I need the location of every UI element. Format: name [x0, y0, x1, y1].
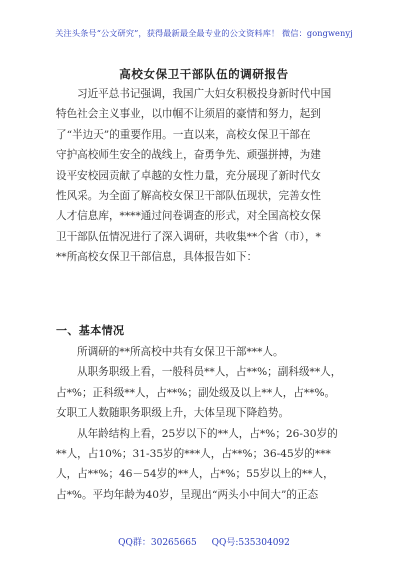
paragraph-line: **所高校女保卫干部信息，具体报告如下：: [56, 251, 258, 264]
paragraph-line: 人，占**%；46－54岁的**人，占*%；55岁以上的**人，: [56, 468, 334, 481]
paragraph-line: 女职工人数随职务职级上升，大体呈现下降趋势。: [56, 407, 290, 420]
paragraph-line: 占*%。平均年龄为40岁，呈现出“两头小中间大”的正态: [56, 488, 319, 501]
section-heading: 一、基本情况: [56, 324, 125, 337]
footer-qq-number: QQ号:535304092: [211, 538, 290, 548]
paragraph-line: 人才信息库，****通过问卷调查的形式，对全国高校女保: [56, 210, 321, 223]
paragraph-line: 卫干部队伍情况进行了深入调研，共收集**个省（市），*: [56, 230, 321, 243]
document-title: 高校女保卫干部队伍的调研报告: [119, 67, 289, 81]
paragraph-line: 占*%；正科级**人，占**%；副处级及以上**人，占**%。: [56, 386, 336, 399]
paragraph-line: 从年龄结构上看，25岁以下的**人，占*%；26-30岁的: [77, 427, 338, 440]
paragraph-line: 了“半边天”的重要作用。一直以来，高校女保卫干部在: [56, 128, 311, 141]
section-paragraph: [56, 342, 361, 505]
paragraph-line: 特色社会主义事业，以巾帼不让须眉的豪情和努力，起到: [56, 108, 321, 121]
paragraph-line: **人，占10%；31-35岁的***人，占**%；36-45岁的***: [56, 447, 331, 460]
footer-qq-group: QQ群：30265665: [118, 538, 197, 548]
intro-paragraph: [56, 84, 361, 268]
paragraph-line: 性风采。为全面了解高校女保卫干部队伍现状，完善女性: [56, 189, 321, 202]
paragraph-line: 习近平总书记强调，我国广大妇女积极投身新时代中国: [77, 88, 332, 100]
paragraph-line: 从职务职级上看，一般科员**人，占**%；副科级**人，: [77, 366, 342, 379]
footer-contact: [0, 535, 408, 548]
paragraph-line: 设平安校园贡献了卓越的女性力量，充分展现了新时代女: [56, 169, 321, 182]
paragraph-line: 守护高校师生安全的战线上，奋勇争先、顽强拼搏，为建: [56, 149, 321, 162]
paragraph-line: 所调研的**所高校中共有女保卫干部***人。: [77, 346, 284, 358]
header-notice: 关注头条号“公文研究”，获得最新最全最专业的公文资料库！ 微信：gongwenyj: [55, 28, 353, 38]
